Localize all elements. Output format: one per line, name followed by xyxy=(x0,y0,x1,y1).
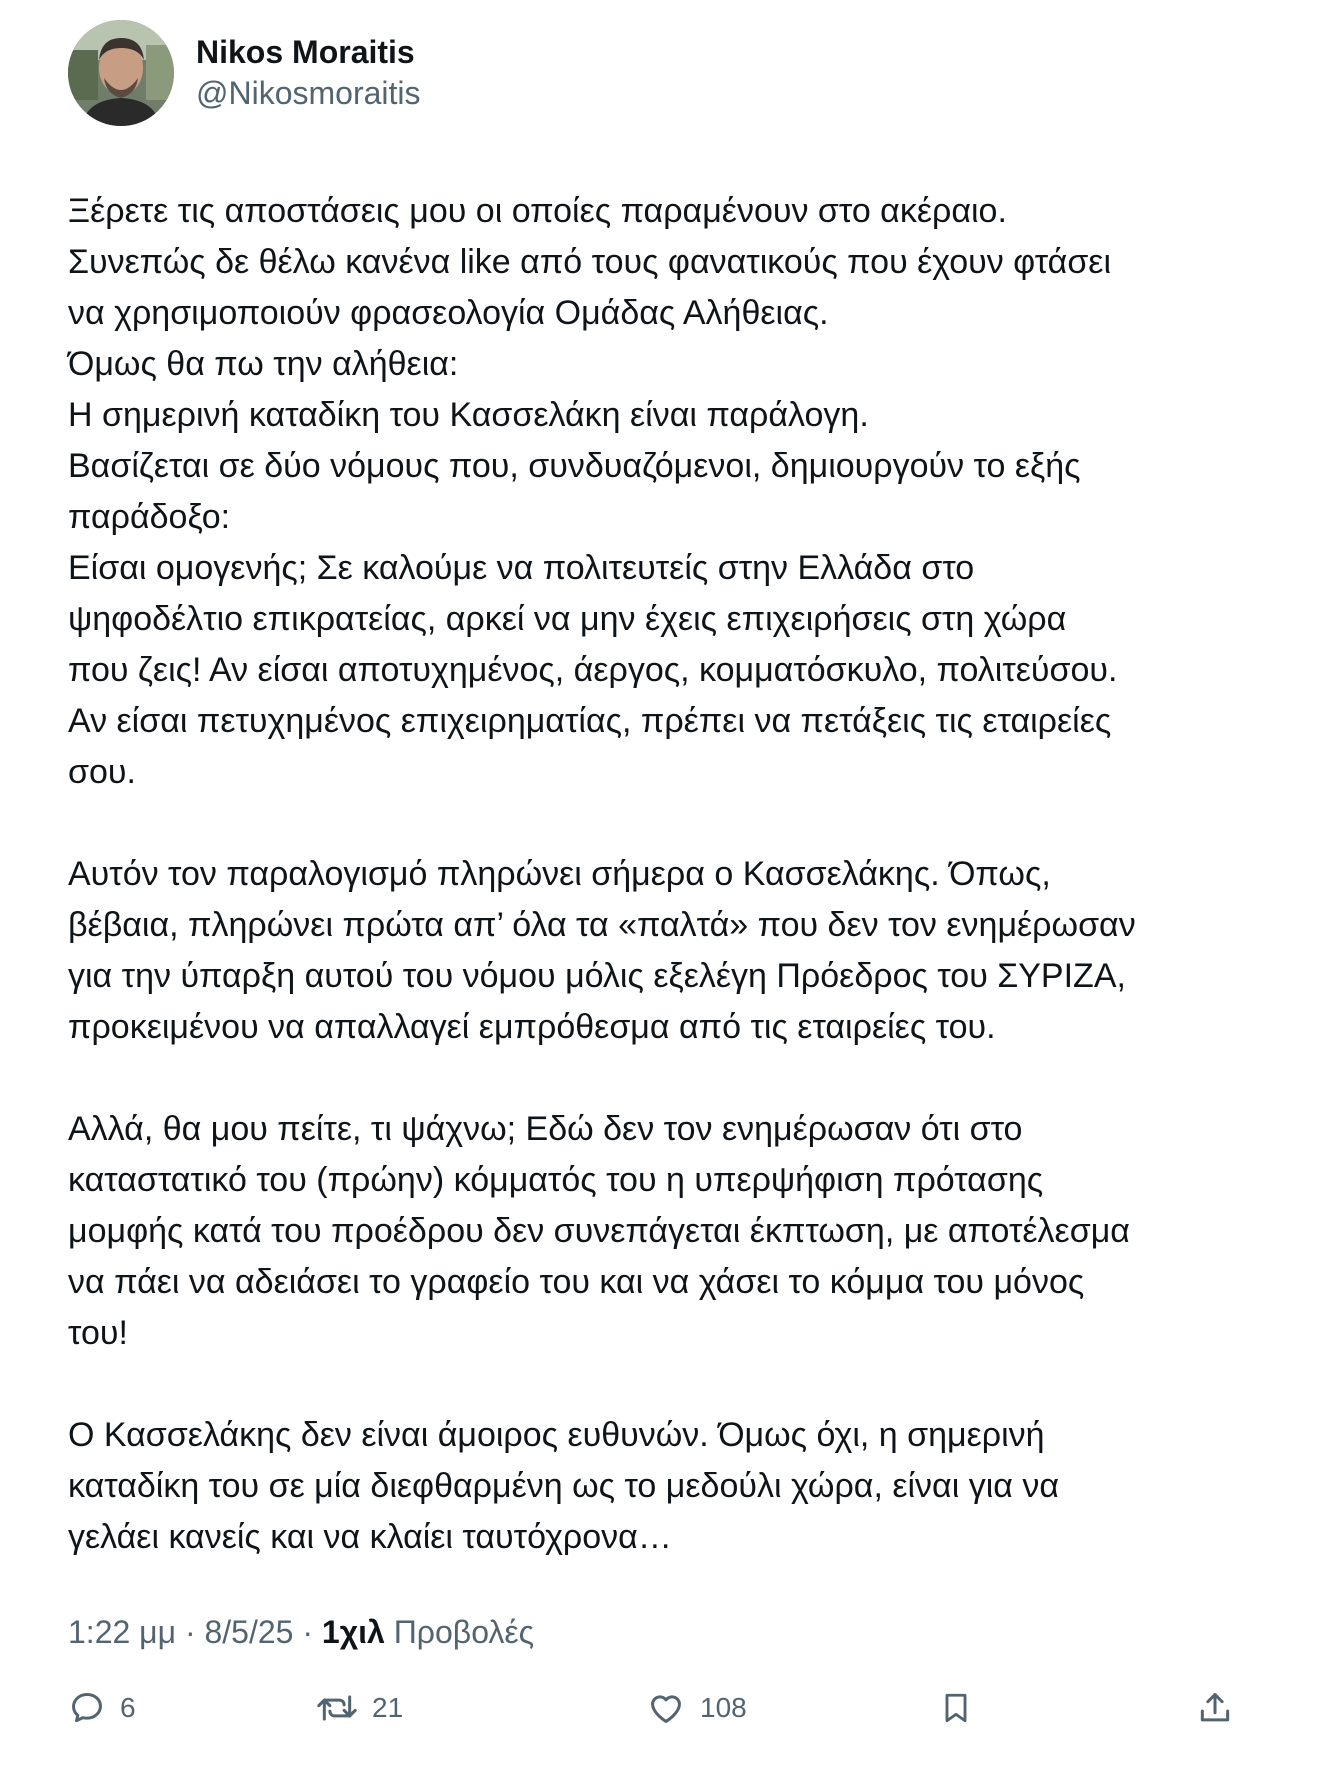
retweet-button[interactable] xyxy=(316,1680,403,1736)
meta-separator: · xyxy=(176,1614,205,1650)
heart-icon xyxy=(646,1689,686,1727)
tweet-time[interactable]: 1:22 μμ xyxy=(68,1614,177,1650)
tweet-line: γελάει κανείς και να κλαίει ταυτόχρονα… xyxy=(68,1518,672,1556)
tweet-line: Είσαι ομογενής; Σε καλούμε να πολιτευτείς στην Ελλάδα στο xyxy=(68,549,975,587)
paragraph-gap xyxy=(68,1359,1288,1410)
tweet-line: βέβαια, πληρώνει πρώτα απ’ όλα τα «παλτά» που δεν τον ενημέρωσαν xyxy=(68,906,1136,944)
author-names xyxy=(196,32,421,114)
bookmark-button[interactable] xyxy=(938,1680,974,1736)
tweet-line: να πάει να αδειάσει το γραφείο του και να χάσει το κόμμα του μόνος xyxy=(68,1263,1085,1301)
user-handle[interactable]: @Nikosmoraitis xyxy=(196,75,421,111)
tweet-line: μομφής κατά του προέδρου δεν συνεπάγεται έκπτωση, με αποτέλεσμα xyxy=(68,1212,1130,1250)
tweet-line: Αλλά, θα μου πείτε, τι ψάχνω; Εδώ δεν τον ενημέρωσαν ότι στο xyxy=(68,1110,1023,1148)
paragraph-gap xyxy=(68,1053,1288,1104)
tweet-text xyxy=(68,186,1288,1563)
tweet-line: Όμως θα πω την αλήθεια: xyxy=(68,345,459,383)
tweet-line: του! xyxy=(68,1314,128,1352)
tweet-line: παράδοξο: xyxy=(68,498,231,536)
views-label: Προβολές xyxy=(384,1614,535,1650)
reply-icon xyxy=(68,1689,106,1727)
share-icon xyxy=(1196,1688,1234,1728)
share-button[interactable] xyxy=(1196,1680,1234,1736)
tweet-line: Ξέρετε τις αποστάσεις μου οι οποίες παραμένουν στο ακέραιο. xyxy=(68,192,1007,230)
paragraph-gap xyxy=(68,798,1288,849)
like-button[interactable] xyxy=(646,1680,747,1736)
tweet-line: καταδίκη του σε μία διεφθαρμένη ως το μεδούλι χώρα, είναι για να xyxy=(68,1467,1060,1505)
tweet-line: σου. xyxy=(68,753,136,791)
tweet-line: Αυτόν τον παραλογισμό πληρώνει σήμερα ο Κασσελάκης. Όπως, xyxy=(68,855,1051,893)
tweet-line: να χρησιμοποιούν φρασεολογία Ομάδας Αλήθειας. xyxy=(68,294,829,332)
tweet-line: Ο Κασσελάκης δεν είναι άμοιρος ευθυνών. Όμως όχι, η σημερινή xyxy=(68,1416,1045,1454)
profile-photo-icon xyxy=(68,20,174,126)
retweet-count: 21 xyxy=(372,1692,404,1723)
tweet-date[interactable]: 8/5/25 xyxy=(204,1614,294,1650)
action-bar xyxy=(68,1680,1280,1736)
display-name[interactable]: Nikos Moraitis xyxy=(196,34,415,70)
views-count: 1χιλ xyxy=(321,1614,385,1650)
tweet-line: καταστατικό του (πρώην) κόμματός του η υπερψήφιση πρότασης xyxy=(68,1161,1044,1199)
retweet-icon xyxy=(316,1689,358,1727)
tweet-line: που ζεις! Αν είσαι αποτυχημένος, άεργος, κομματόσκυλο, πολιτεύσου. xyxy=(68,651,1118,689)
bookmark-icon xyxy=(938,1688,974,1728)
meta-separator: · xyxy=(293,1614,322,1650)
tweet-line: Βασίζεται σε δύο νόμους που, συνδυαζόμενοι, δημιουργούν το εξής xyxy=(68,447,1081,485)
tweet-line: Η σημερινή καταδίκη του Κασσελάκη είναι παράλογη. xyxy=(68,396,869,434)
tweet-line: Αν είσαι πετυχημένος επιχειρηματίας, πρέπει να πετάξεις τις εταιρείες xyxy=(68,702,1112,740)
tweet-header xyxy=(68,20,421,126)
reply-button[interactable] xyxy=(68,1680,136,1736)
like-count: 108 xyxy=(700,1692,747,1723)
tweet-line: για την ύπαρξη αυτού του νόμου μόλις εξελέγη Πρόεδρος του ΣΥΡΙΖΑ, xyxy=(68,957,1126,995)
tweet-line: Συνεπώς δε θέλω κανένα like από τους φανατικούς που έχουν φτάσει xyxy=(68,243,1112,281)
tweet-line: ψηφοδέλτιο επικρατείας, αρκεί να μην έχεις επιχειρήσεις στη χώρα xyxy=(68,600,1067,638)
tweet-line: προκειμένου να απαλλαγεί εμπρόθεσμα από τις εταιρείες του. xyxy=(68,1008,996,1046)
avatar[interactable] xyxy=(68,20,174,126)
tweet-meta xyxy=(68,1610,534,1654)
reply-count: 6 xyxy=(120,1692,136,1723)
